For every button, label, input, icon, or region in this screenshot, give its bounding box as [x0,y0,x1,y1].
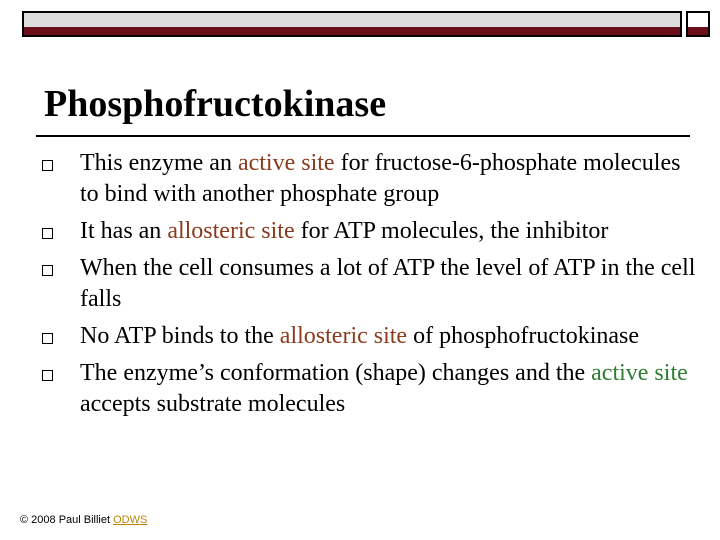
footer-link[interactable]: ODWS [113,514,148,526]
square-bullet-icon [42,333,53,344]
bullet-list [40,148,700,426]
bullet-text: accepts substrate molecules [80,391,346,417]
bullet-text: This enzyme an [80,150,238,176]
highlight-term: active site [237,150,335,176]
bullet-item [40,358,700,420]
bullet-text: for ATP molecules, the inhibitor [294,218,609,244]
bullet-text: When the cell consumes a lot of ATP the level of ATP in the cell falls [80,255,696,312]
highlight-term: allosteric site [167,218,295,244]
bullet-item [40,148,700,210]
square-bullet-icon [42,160,53,171]
bullet-item [40,321,700,352]
footer-credit [20,514,147,526]
header-decoration-bar [22,11,682,37]
footer-text: © 2008 Paul Billiet [20,514,114,526]
bullet-text: for fructose-6-phosphate molecules to bind with another phosphate group [80,150,681,207]
square-bullet-icon [42,228,53,239]
bullet-text: The enzyme’s conformation (shape) changes and the [80,360,592,386]
highlight-term: active site [591,360,688,386]
header-corner-box [686,11,710,37]
highlight-term: allosteric site [279,323,408,349]
title-divider [36,135,690,137]
bullet-text: No ATP binds to the [80,323,280,349]
square-bullet-icon [42,265,53,276]
slide-title: Phosphofructokinase [44,83,387,125]
bullet-text: of phosphofructokinase [407,323,640,349]
square-bullet-icon [42,370,53,381]
bullet-item [40,216,700,247]
bullet-text: It has an [80,218,168,244]
bullet-item [40,253,700,315]
